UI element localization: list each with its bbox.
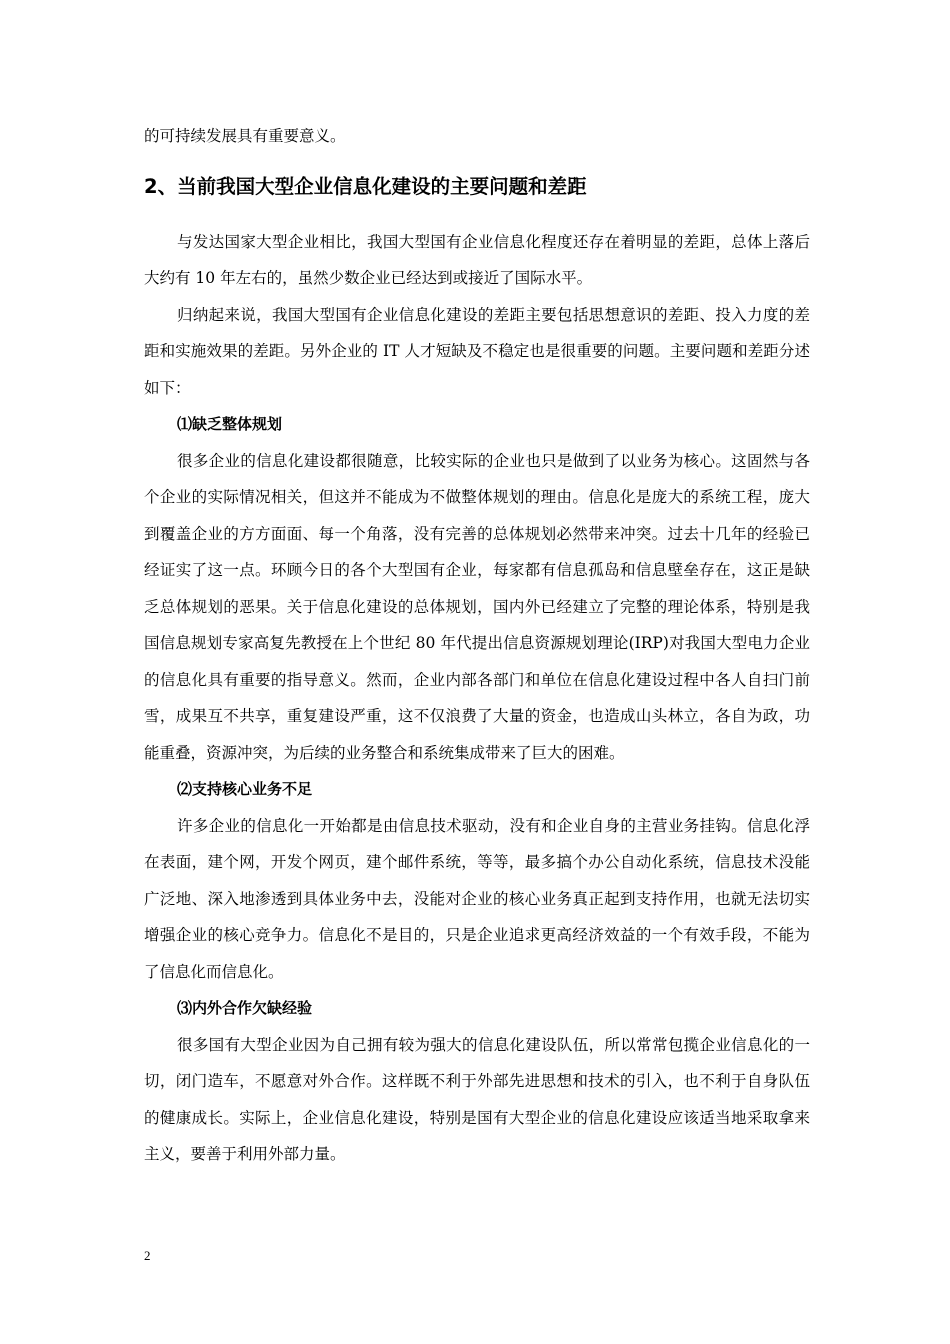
section-heading: 2、当前我国大型企业信息化建设的主要问题和差距 (144, 174, 587, 198)
subheading-overall-planning: ⑴缺乏整体规划 (177, 415, 283, 433)
page-number: 2 (144, 1248, 151, 1263)
paragraph-overall-planning: 很多企业的信息化建设都很随意，比较实际的企业也只是做到了以业务为核心。这固然与各个企业的实际情况相关，但这并不能成为不做整体规划的理由。信息化是庞大的系统工程，庞大到覆盖企业的方方面面、每一个角落，没有完善的总体规划必然带来冲突。过去十几年的经验已经证实了这一点。环顾今日的各个大型国有企业，每家都有信息孤岛和信息壁垒存在，这正是缺乏总体规划的恶果。关于信息化建设的总体规划，国内外已经建立了完整的理论体系，特别是我国信息规划专家高复先教授在上个世纪 80 年代提出信息资源规划理论(IRP)对我国大型电力企业的信息化具有重要的指导意义。然而，企业内部各部门和单位在信息化建设过程中各人自扫门前雪，成果互不共享，重复建设严重，这不仅浪费了大量的资金，也造成山头林立，各自为政，功能重叠，资源冲突，为后续的业务整合和系统集成带来了巨大的困难。 (144, 451, 810, 762)
subheading-cooperation: ⑶内外合作欠缺经验 (177, 999, 313, 1017)
subheading-core-business: ⑵支持核心业务不足 (177, 780, 313, 798)
paragraph-summary: 归纳起来说，我国大型国有企业信息化建设的差距主要包括思想意识的差距、投入力度的差距和实施效果的差距。另外企业的 IT 人才短缺及不稳定也是很重要的问题。主要问题和差距分述如下： (144, 305, 810, 397)
page-content (144, 118, 810, 1173)
paragraph-comparison: 与发达国家大型企业相比，我国大型国有企业信息化程度还存在着明显的差距，总体上落后大约有 10 年左右的，虽然少数企业已经达到或接近了国际水平。 (144, 232, 810, 287)
paragraph-cooperation: 很多国有大型企业因为自己拥有较为强大的信息化建设队伍，所以常常包揽企业信息化的一切，闭门造车，不愿意对外合作。这样既不利于外部先进思想和技术的引入，也不利于自身队伍的健康成长。实际上，企业信息化建设，特别是国有大型企业的信息化建设应该适当地采取拿来主义，要善于利用外部力量。 (144, 1035, 810, 1163)
paragraph-core-business: 许多企业的信息化一开始都是由信息技术驱动，没有和企业自身的主营业务挂钩。信息化浮在表面，建个网，开发个网页，建个邮件系统，等等，最多搞个办公自动化系统，信息技术没能广泛地、深入地渗透到具体业务中去，没能对企业的核心业务真正起到支持作用，也就无法切实增强企业的核心竞争力。信息化不是目的，只是企业追求更高经济效益的一个有效手段，不能为了信息化而信息化。 (144, 816, 810, 981)
intro-tail-paragraph: 的可持续发展具有重要意义。 (144, 127, 346, 145)
